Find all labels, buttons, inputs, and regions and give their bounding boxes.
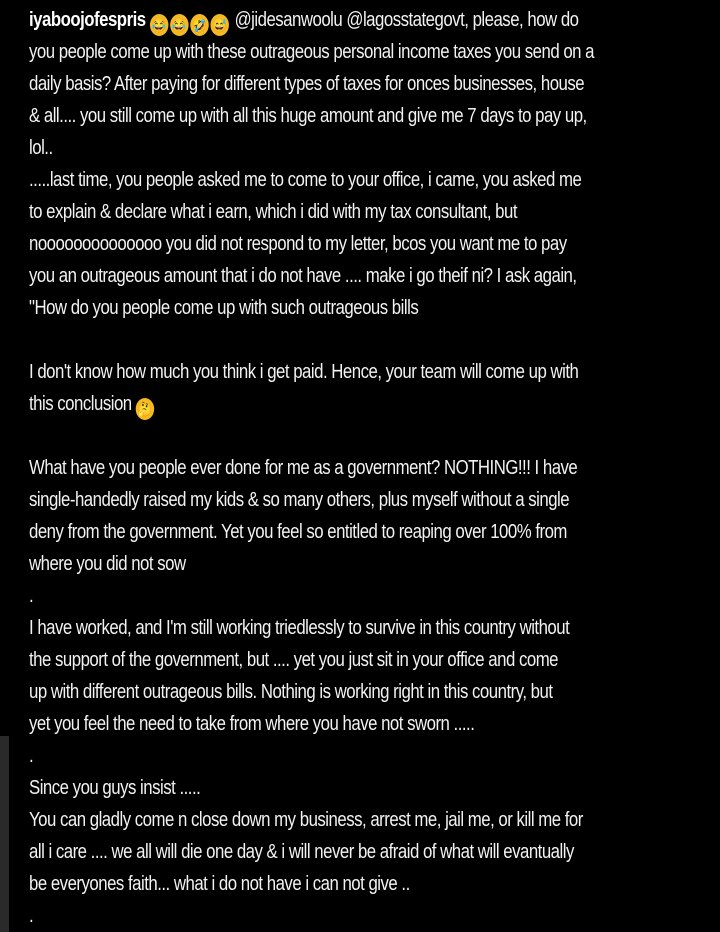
caption-line-first [29, 4, 701, 36]
caption-text: @jidesanwoolu @lagosstategovt, please, how do [234, 9, 579, 31]
caption-line: lol.. [29, 137, 53, 159]
caption-line: yet you feel the need to take from where you have not sworn ..... [29, 713, 475, 735]
caption-line: deny from the government. Yet you feel so entitled to reaping over 100% from [29, 521, 567, 543]
caption-line: daily basis? After paying for different types of taxes for onces businesses, house [29, 73, 585, 95]
post-caption [29, 4, 701, 932]
caption-line: the support of the government, but .... yet you just sit in your office and come [29, 649, 559, 671]
caption-line: Since you guys insist ..... [29, 777, 201, 799]
username-link[interactable]: iyaboojofespris [29, 9, 146, 31]
grin-sweat-emoji-icon: 😅 [210, 14, 228, 36]
caption-line: . [29, 585, 34, 607]
caption-line: "How do you people come up with such outrageous bills [29, 297, 419, 319]
caption-line: . [29, 745, 34, 767]
caption-line: What have you people ever done for me as a government? NOTHING!!! I have [29, 457, 578, 479]
joy-emoji-icon: 😂 [170, 14, 188, 36]
blank-line [29, 420, 701, 452]
caption-text: this conclusion [29, 393, 132, 415]
scroll-edge-bar [0, 736, 9, 932]
blank-line [29, 324, 701, 356]
caption-line: single-handedly raised my kids & so many others, plus myself without a single [29, 489, 570, 511]
caption-line: noooooooooooooo you did not respond to my letter, bcos you want me to pay [29, 233, 567, 255]
caption-line: to explain & declare what i earn, which i did with my tax consultant, but [29, 201, 518, 223]
thinking-face-emoji-icon: 🤔 [136, 398, 154, 420]
caption-line: .....last time, you people asked me to come to your office, i came, you asked me [29, 169, 582, 191]
caption-line: up with different outrageous bills. Nothing is working right in this country, but [29, 681, 553, 703]
caption-line: & all.... you still come up with all this huge amount and give me 7 days to pay up, [29, 105, 587, 127]
caption-line: I have worked, and I'm still working triedlessly to survive in this country without [29, 617, 570, 639]
caption-line: You can gladly come n close down my business, arrest me, jail me, or kill me for [29, 809, 583, 831]
caption-line-thinking [29, 388, 701, 420]
caption-line: be everyones faith... what i do not have i can not give .. [29, 873, 410, 895]
caption-line: all i care .... we all will die one day & i will never be afraid of what will evantually [29, 841, 574, 863]
caption-line: . [29, 905, 34, 927]
rofl-emoji-icon: 🤣 [190, 14, 208, 36]
caption-line: you people come up with these outrageous personal income taxes you send on a [29, 41, 595, 63]
caption-line: I don't know how much you think i get paid. Hence, your team will come up with [29, 361, 579, 383]
joy-emoji-icon: 😂 [150, 14, 168, 36]
caption-line: where you did not sow [29, 553, 186, 575]
caption-line: you an outrageous amount that i do not have .... make i go theif ni? I ask again, [29, 265, 577, 287]
